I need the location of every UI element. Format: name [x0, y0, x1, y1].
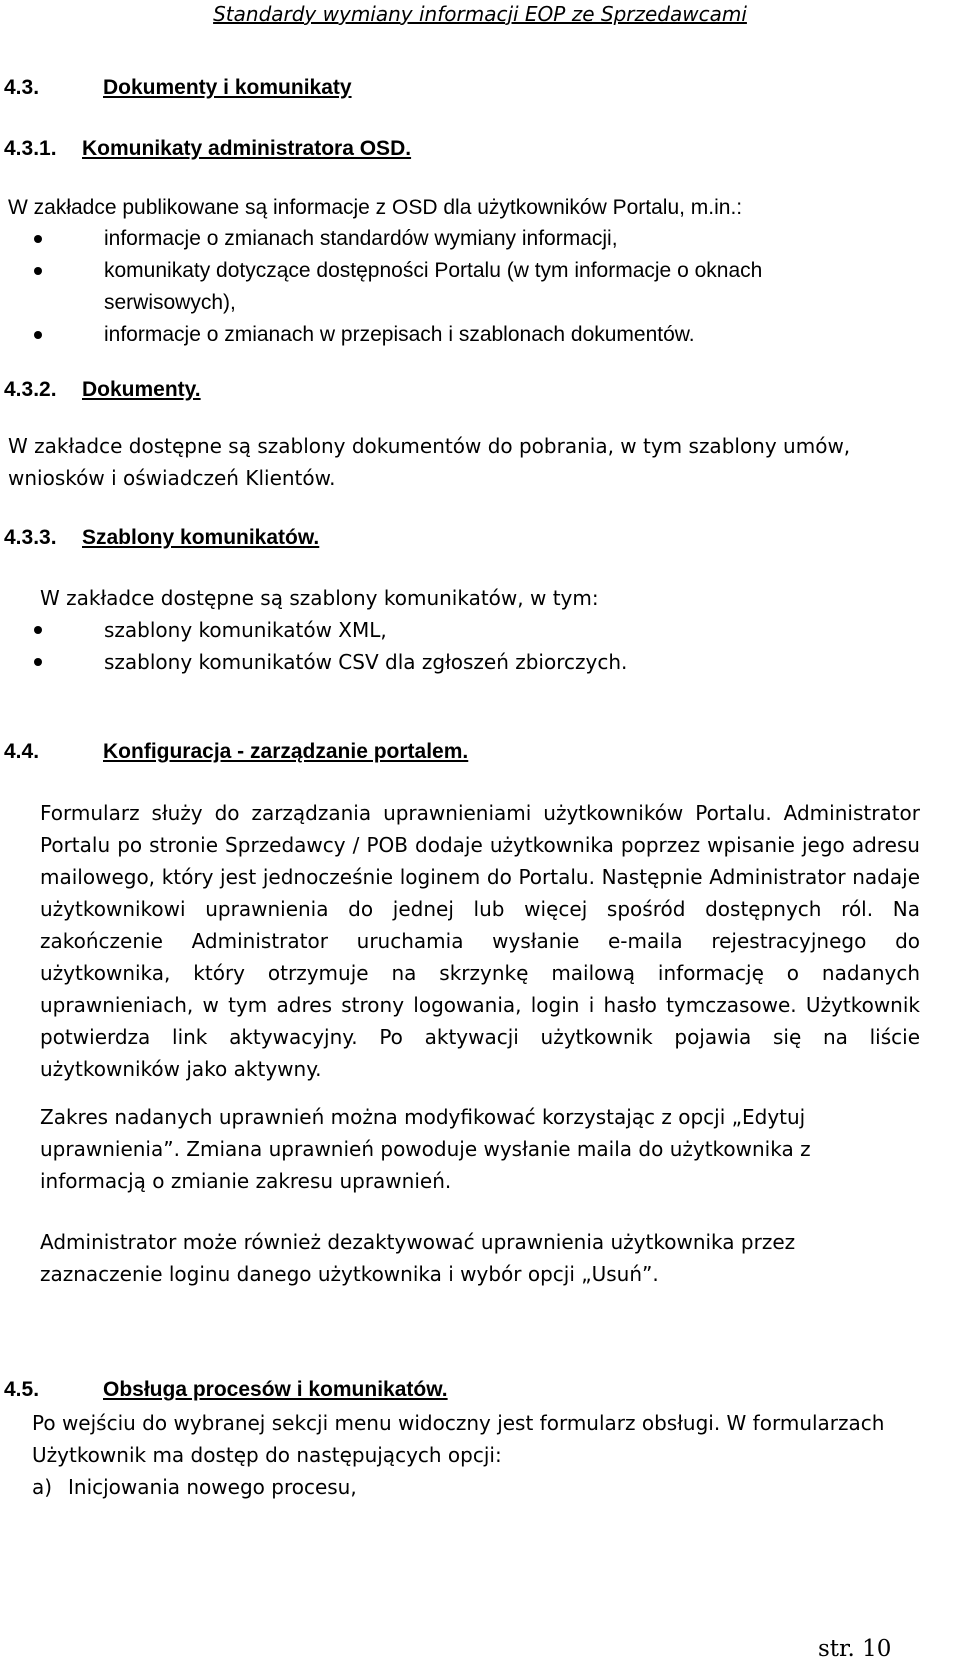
section-title: Obsługa procesów i komunikatów. [103, 1378, 448, 1401]
list-item: informacje o zmianach standardów wymiany informacji, [32, 223, 892, 255]
section-number: 4.3.1. [4, 137, 57, 160]
section-4-3-heading [4, 76, 352, 100]
section-4-5-heading [4, 1378, 448, 1402]
section-number: 4.3.3. [4, 526, 57, 549]
section-4-3-3-intro: W zakładce dostępne są szablony komunikatów, w tym: [40, 586, 599, 610]
page-header: Standardy wymiany informacji EOP ze Sprzedawcami [213, 2, 747, 26]
section-4-3-3-list [32, 614, 892, 678]
section-number: 4.3.2. [4, 378, 57, 401]
section-number: 4.4. [4, 740, 40, 763]
section-4-3-1-heading [4, 137, 411, 161]
section-title: Dokumenty. [82, 378, 201, 401]
bullet-icon [34, 626, 42, 634]
list-marker: a) [32, 1475, 53, 1499]
bullet-icon [34, 331, 42, 339]
section-4-5-item-a [32, 1471, 932, 1503]
section-4-3-2-text: W zakładce dostępne są szablony dokumentów do pobrania, w tym szablony umów, wniosków i oświadczeń Klientów. [8, 434, 851, 490]
list-item-text: Inicjowania nowego procesu, [68, 1475, 357, 1499]
section-number: 4.3. [4, 76, 40, 99]
section-4-4-paragraph-2: Zakres nadanych uprawnień można modyfikować korzystając z opcji „Edytuj uprawnienia”. Zmiana uprawnień powoduje wysłanie maila do użytkownika z informacją o zmianie zakresu uprawnień. [40, 1105, 811, 1193]
section-4-5-text: Po wejściu do wybranej sekcji menu widoczny jest formularz obsługi. W formularzach Użytkownik ma dostęp do następujących opcji: [32, 1411, 885, 1467]
list-item: komunikaty dotyczące dostępności Portalu (w tym informacje o oknach serwisowych), [32, 255, 892, 319]
bullet-icon [34, 267, 42, 275]
section-number: 4.5. [4, 1378, 40, 1401]
list-item: szablony komunikatów CSV dla zgłoszeń zbiorczych. [32, 646, 892, 678]
section-4-4-heading [4, 740, 468, 764]
bullet-icon [34, 235, 42, 243]
section-4-3-2-heading [4, 378, 201, 402]
section-4-4-paragraph-3: Administrator może również dezaktywować uprawnienia użytkownika przez zaznaczenie loginu danego użytkownika i wybór opcji „Usuń”. [40, 1230, 796, 1286]
section-title: Szablony komunikatów. [82, 526, 320, 549]
list-item: szablony komunikatów XML, [32, 614, 892, 646]
section-4-3-1-list [32, 223, 892, 351]
section-title: Dokumenty i komunikaty [103, 76, 352, 99]
section-4-4-paragraph-1: Formularz służy do zarządzania uprawnieniami użytkowników Portalu. Administrator Portalu po stronie Sprzedawcy / POB dodaje użytkownika poprzez wpisanie jego adresu mailowego, który jest jednocześnie loginem do Portalu. Następnie Administrator nadaje użytkownikowi uprawnienia do jednej lub więcej spośród dostępnych ról. Na zakończenie Administrator uruchamia wysłanie e-maila rejestracyjnego do użytkownika, który otrzymuje na skrzynkę mailową informację o nadanych uprawnieniach, w tym adres strony logowania, login i hasło tymczasowe. Użytkownik potwierdza link aktywacyjny. Po aktywacji użytkownik pojawia się na liście użytkowników jako aktywny. [40, 801, 920, 1081]
section-4-3-3-heading [4, 526, 319, 550]
section-4-3-1-intro: W zakładce publikowane są informacje z OSD dla użytkowników Portalu, m.in.: [8, 196, 743, 219]
page-number: str. 10 [818, 1636, 892, 1662]
section-title: Konfiguracja - zarządzanie portalem. [103, 740, 469, 763]
list-item: informacje o zmianach w przepisach i szablonach dokumentów. [32, 319, 892, 351]
section-title: Komunikaty administratora OSD. [82, 137, 412, 160]
bullet-icon [34, 658, 42, 666]
